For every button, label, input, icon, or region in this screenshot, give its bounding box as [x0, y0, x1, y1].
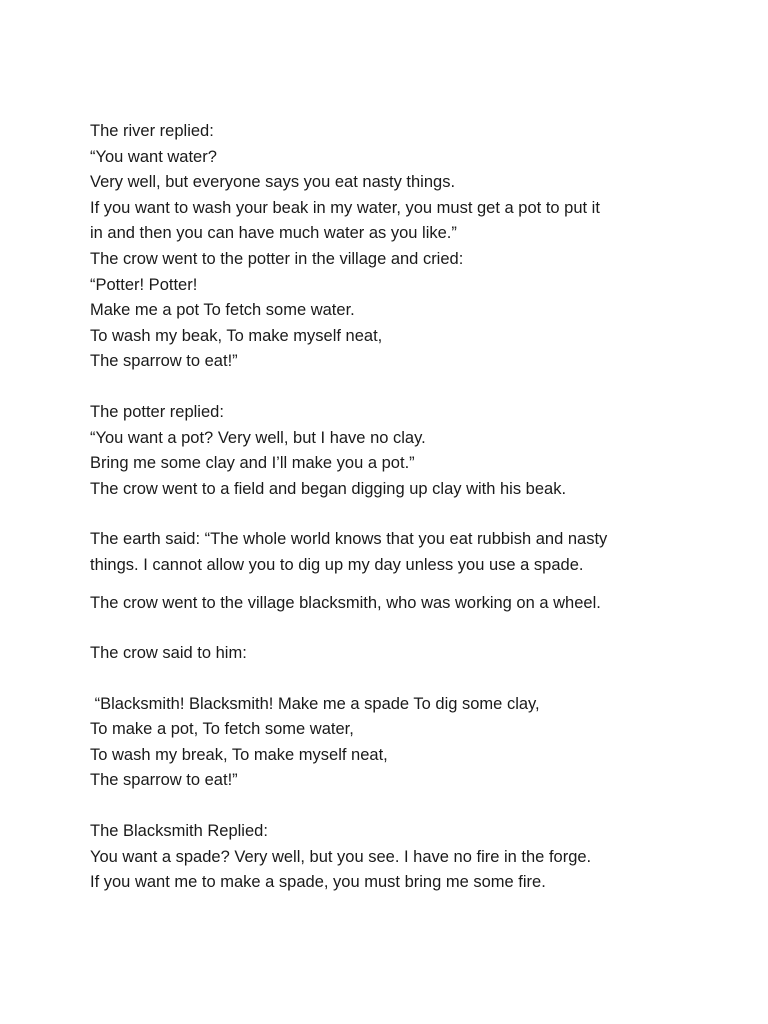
text-line: Bring me some clay and I’ll make you a pot.” [90, 454, 415, 473]
paragraph-potter-reply [90, 400, 750, 502]
paragraph-spacer [90, 667, 750, 692]
paragraph-blacksmith-reply [90, 819, 750, 896]
text-line: The sparrow to eat!” [90, 352, 238, 371]
text-line: The sparrow to eat!” [90, 771, 238, 790]
text-line: The river replied: [90, 122, 214, 140]
text-line: The crow went to the potter in the village and cried: [90, 249, 464, 268]
document-page [90, 119, 750, 896]
text-line: in and then you can have much water as you like.” [90, 224, 457, 243]
text-line: If you want me to make a spade, you must bring me some fire. [90, 873, 546, 892]
text-line: Make me a pot To fetch some water. [90, 301, 355, 320]
text-line: If you want to wash your beak in my water, you must get a pot to put it [90, 198, 600, 217]
text-line: To wash my break, To make myself neat, [90, 745, 388, 764]
paragraph-earth-said [90, 527, 750, 578]
text-line: The earth said: “The whole world knows that you eat rubbish and nasty [90, 530, 608, 549]
text-line: The crow went to a field and began digging up clay with his beak. [90, 479, 567, 498]
paragraph-spacer [90, 579, 750, 591]
paragraph-spacer [90, 616, 750, 641]
text-line: The Blacksmith Replied: [90, 822, 268, 841]
text-line: “You want a pot? Very well, but I have no clay. [90, 428, 426, 447]
paragraph-spacer [90, 794, 750, 819]
paragraph-spacer [90, 375, 750, 400]
paragraph-river-reply [90, 119, 750, 375]
text-line: “You want water? [90, 147, 217, 166]
text-line: To make a pot, To fetch some water, [90, 720, 354, 739]
text-line: “Blacksmith! Blacksmith! Make me a spade To dig some clay, [90, 694, 540, 713]
text-line: You want a spade? Very well, but you see. I have no fire in the forge. [90, 847, 592, 866]
paragraph-crow-said [90, 641, 750, 667]
paragraph-spacer [90, 502, 750, 527]
text-line: things. I cannot allow you to dig up my day unless you use a spade. [90, 555, 584, 574]
text-line: The potter replied: [90, 402, 224, 421]
text-line: Very well, but everyone says you eat nasty things. [90, 173, 456, 192]
paragraph-blacksmith-rhyme [90, 692, 750, 794]
text-line: The crow went to the village blacksmith, who was working on a wheel. [90, 593, 601, 612]
text-line: “Potter! Potter! [90, 275, 198, 294]
paragraph-crow-blacksmith [90, 591, 750, 617]
text-line: To wash my beak, To make myself neat, [90, 326, 383, 345]
text-line: The crow said to him: [90, 644, 247, 663]
